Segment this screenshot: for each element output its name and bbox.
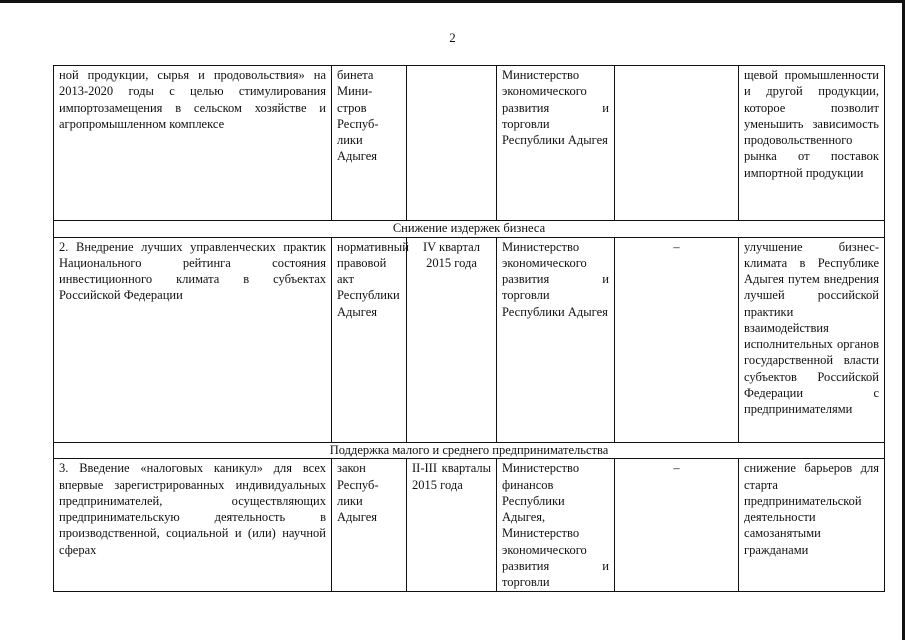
expected-result: улучшение бизнес-климата в Республике Адыгея путем внедрения лучшей российской практики взаимодействия исполнительных органов государственной власти субъектов Российской Федерации с предпринимателями <box>739 237 885 442</box>
deadline: II-III кварталы 2015 года <box>407 459 497 592</box>
responsible-executor: Министерство экономического развития и торговли Республики Адыгея <box>497 237 615 442</box>
section-title: Снижение издержек бизнеса <box>54 221 885 238</box>
table-row-item-3 <box>54 459 885 592</box>
document-type: нормативный правовой акт Республики Адыгея <box>332 237 407 442</box>
expected-result: щевой промышленности и другой продукции, которое позволит уменьшить зависимость продовольственного рынка от поставок импортной продукции <box>739 66 885 221</box>
table-row-continuation <box>54 66 885 221</box>
measure-description: 3. Введение «налоговых каникул» для всех впервые зарегистрированных индивидуальных предпринимателей, осуществляющих предпринимательскую деятельность в производственной, социальной и (или) научной сферах <box>54 459 332 592</box>
document-type: закон Респуб- лики Адыгея <box>332 459 407 592</box>
page-number: 2 <box>449 30 456 45</box>
section-title: Поддержка малого и среднего предпринимательства <box>54 442 885 459</box>
measures-table <box>53 65 885 592</box>
section-row-cost-reduction <box>54 221 885 238</box>
measure-description: ной продукции, сырья и продовольствия» на 2013-2020 годы с целью стимулирования импортозамещения в сельском хозяйстве и агропромышленном комплексе <box>54 66 332 221</box>
responsible-executor: Министерство финансов Республики Адыгея, Министерство экономического развития и торговли <box>497 459 615 592</box>
document-type: бинета Мини- стров Респуб- лики Адыгея <box>332 66 407 221</box>
table-row-item-2 <box>54 237 885 442</box>
deadline: IV квартал 2015 года <box>407 237 497 442</box>
deadline <box>407 66 497 221</box>
expected-result: снижение барьеров для старта предпринимательской деятельности самозанятыми гражданами <box>739 459 885 592</box>
measure-description: 2. Внедрение лучших управленческих практик Национального рейтинга состояния инвестиционного климата в субъектах Российской Федерации <box>54 237 332 442</box>
funding <box>615 66 739 221</box>
funding: – <box>615 237 739 442</box>
scan-border-top <box>0 0 905 3</box>
section-row-sme-support <box>54 442 885 459</box>
funding: – <box>615 459 739 592</box>
responsible-executor: Министерство экономического развития и торговли Республики Адыгея <box>497 66 615 221</box>
